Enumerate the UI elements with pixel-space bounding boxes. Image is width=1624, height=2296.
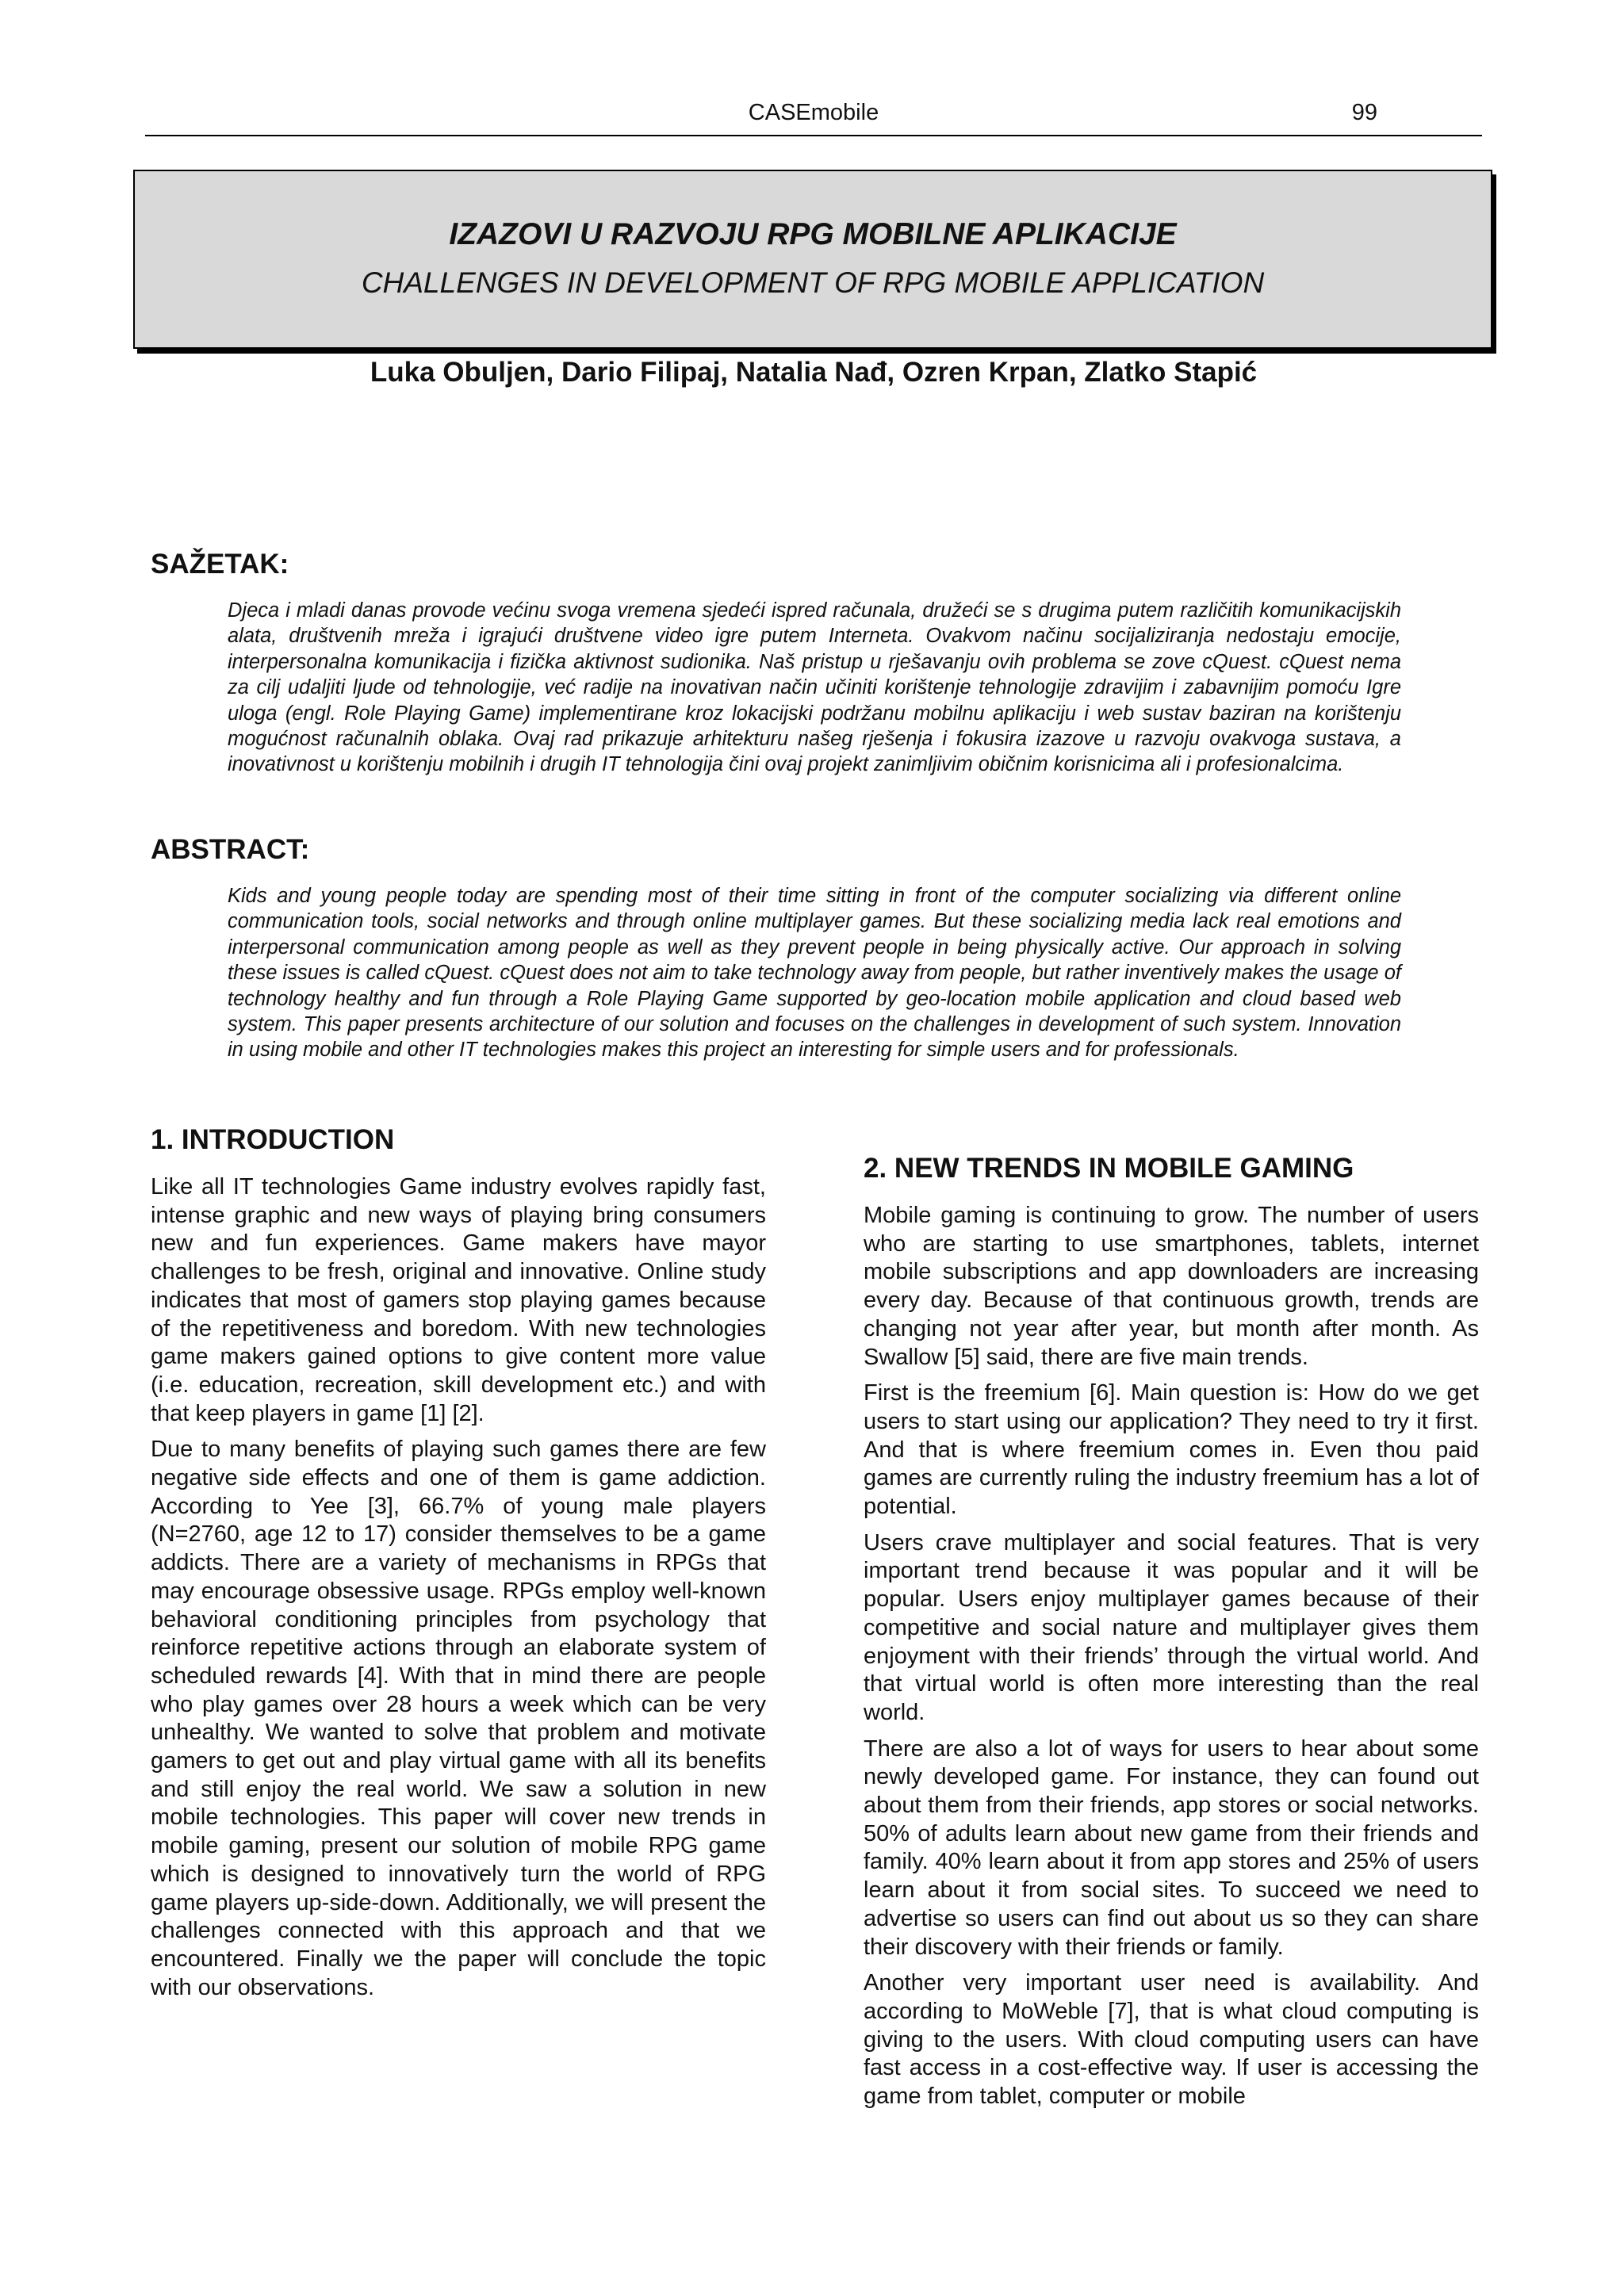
introduction-paragraph: Due to many benefits of playing such games there are few negative side effects and one of them is game addiction. According to Yee [3], 66.7% of young male players (N=2760, age 12 to 17) consider themselves to be a game addicts. There are a variety of mechanisms in RPGs that may encourage obsessive usage. RPGs employ well-known behavioral conditioning principles from psychology that reinforce repetitive actions through an elaborate system of scheduled rewards [4]. With that in mind there are people who play games over 28 hours a week which can be very unhealthy. We wanted to solve that problem and motivate gamers to get out and play virtual game with all its benefits and still enjoy the real world. We saw a solution in new mobile technologies. This paper will cover new trends in mobile gaming, present our solution of mobile RPG game which is designed to innovatively turn the world of RPG game players up-side-down. Additionally, we will present the challenges connected with this approach and that we encountered. Finally we the paper will conclude the topic with our observations. xyxy=(151,1437,766,2000)
paper-title-english: CHALLENGES IN DEVELOPMENT OF RPG MOBILE APPLICATION xyxy=(361,266,1265,299)
abstract-heading: ABSTRACT: xyxy=(151,834,310,865)
trends-paragraph: There are also a lot of ways for users to hear about some newly developed game. For instance, they can found out about them from their friends, app stores or social networks. 50% of adults learn about new game from their friends and family. 40% learn about it from app stores and 25% of users learn about it from social sites. To succeed we need to advertise so users can find out about us so they can share their discovery with their friends or family. xyxy=(864,1735,1479,1960)
authors: Luka Obuljen, Dario Filipaj, Natalia Nađ, Ozren Krpan, Zlatko Stapić xyxy=(370,357,1258,388)
page-number: 99 xyxy=(1351,100,1377,125)
trends-paragraph: First is the freemium [6]. Main question is: How do we get users to start using our application? They need to try it first. And that is where freemium comes in. Even thou paid games are currently ruling the industry freemium has a lot of potential. xyxy=(864,1380,1479,1520)
introduction-body xyxy=(151,1173,766,2010)
trends-body xyxy=(864,1202,1479,2119)
trends-paragraph: Another very important user need is availability. And according to MoWeble [7], that is what cloud computing is giving to the users. With cloud computing users can have fast access in a cost-effective way. If user is accessing the game from tablet, computer or mobile xyxy=(864,1970,1479,2110)
journal-name: CASEmobile xyxy=(748,100,879,125)
abstract-text: Kids and young people today are spending most of their time sitting in front of the computer socializing via different online communication tools, social networks and through online multiplayer games. But these socializing media lack real emotions and interpersonal communication among people as well as they prevent people in being physically active. Our approach in solving these issues is called cQuest. cQuest does not aim to take technology away from people, but rather inventively makes the usage of technology healthy and fun through a Role Playing Game supported by geo-location mobile application and cloud based web system. This paper presents architecture of our solution and focuses on the challenges in development of such system. Innovation in using mobile and other IT technologies makes this project an interesting for simple users and for professionals. xyxy=(228,885,1401,1062)
sazetak-text: Djeca i mladi danas provode većinu svoga vremena sjedeći ispred računala, družeći se s drugima putem različitih komunikacijskih alata, društvenih mreža i igrajući društvene video igre putem Interneta. Ovakvom načinu socijaliziranja nedostaju emocije, interpersonalna komunikacija i fizička aktivnost sudionika. Naš pristup u rješavanju ovih problema se zove cQuest. cQuest nema za cilj udaljiti ljude od tehnologije, već radije na inovativan način učiniti korištenje tehnologije zdravijim i zabavnijim pomoću Igre uloga (engl. Role Playing Game) implementirane kroz lokacijski podržanu mobilnu aplikaciju i web sustav baziran na korištenju mogućnost računalnih oblaka. Ovaj rad prikazuje arhitekturu našeg rješenja i fokusira izazove u razvoju ovakvoga sustava, a inovativnost u korištenju mobilnih i drugih IT tehnologija čini ovaj projekt zanimljivim običnim korisnicima ali i profesionalcima. xyxy=(228,599,1401,776)
introduction-paragraph: Like all IT technologies Game industry evolves rapidly fast, intense graphic and new ways of playing bring consumers new and fun experiences. Game makers have mayor challenges to be fresh, original and innovative. Online study indicates that most of gamers stop playing games because of the repetitiveness and boredom. With new technologies game makers gained options to give content more value (i.e. education, recreation, skill development etc.) and with that keep players in game [1] [2]. xyxy=(151,1174,766,1426)
title-box xyxy=(133,170,1492,349)
trends-heading: 2. NEW TRENDS IN MOBILE GAMING xyxy=(864,1153,1354,1184)
running-header xyxy=(145,100,1482,136)
sazetak-heading: SAŽETAK: xyxy=(151,549,289,580)
trends-paragraph: Users crave multiplayer and social features. That is very important trend because it was popular and it will be popular. Users enjoy multiplayer games because of their competitive and social nature and multiplayer gives them enjoyment with their friends’ through the virtual world. And that virtual world is often more interesting than the real world. xyxy=(864,1529,1479,1725)
trends-paragraph: Mobile gaming is continuing to grow. The number of users who are starting to use smartphones, tablets, internet mobile subscriptions and app downloaders are increasing every day. Because of that continuous growth, trends are changing not year after year, but month after month. As Swallow [5] said, there are five main trends. xyxy=(864,1203,1479,1370)
paper-title-croatian: IZAZOVI U RAZVOJU RPG MOBILNE APLIKACIJE xyxy=(449,217,1177,251)
introduction-heading: 1. INTRODUCTION xyxy=(151,1124,395,1155)
